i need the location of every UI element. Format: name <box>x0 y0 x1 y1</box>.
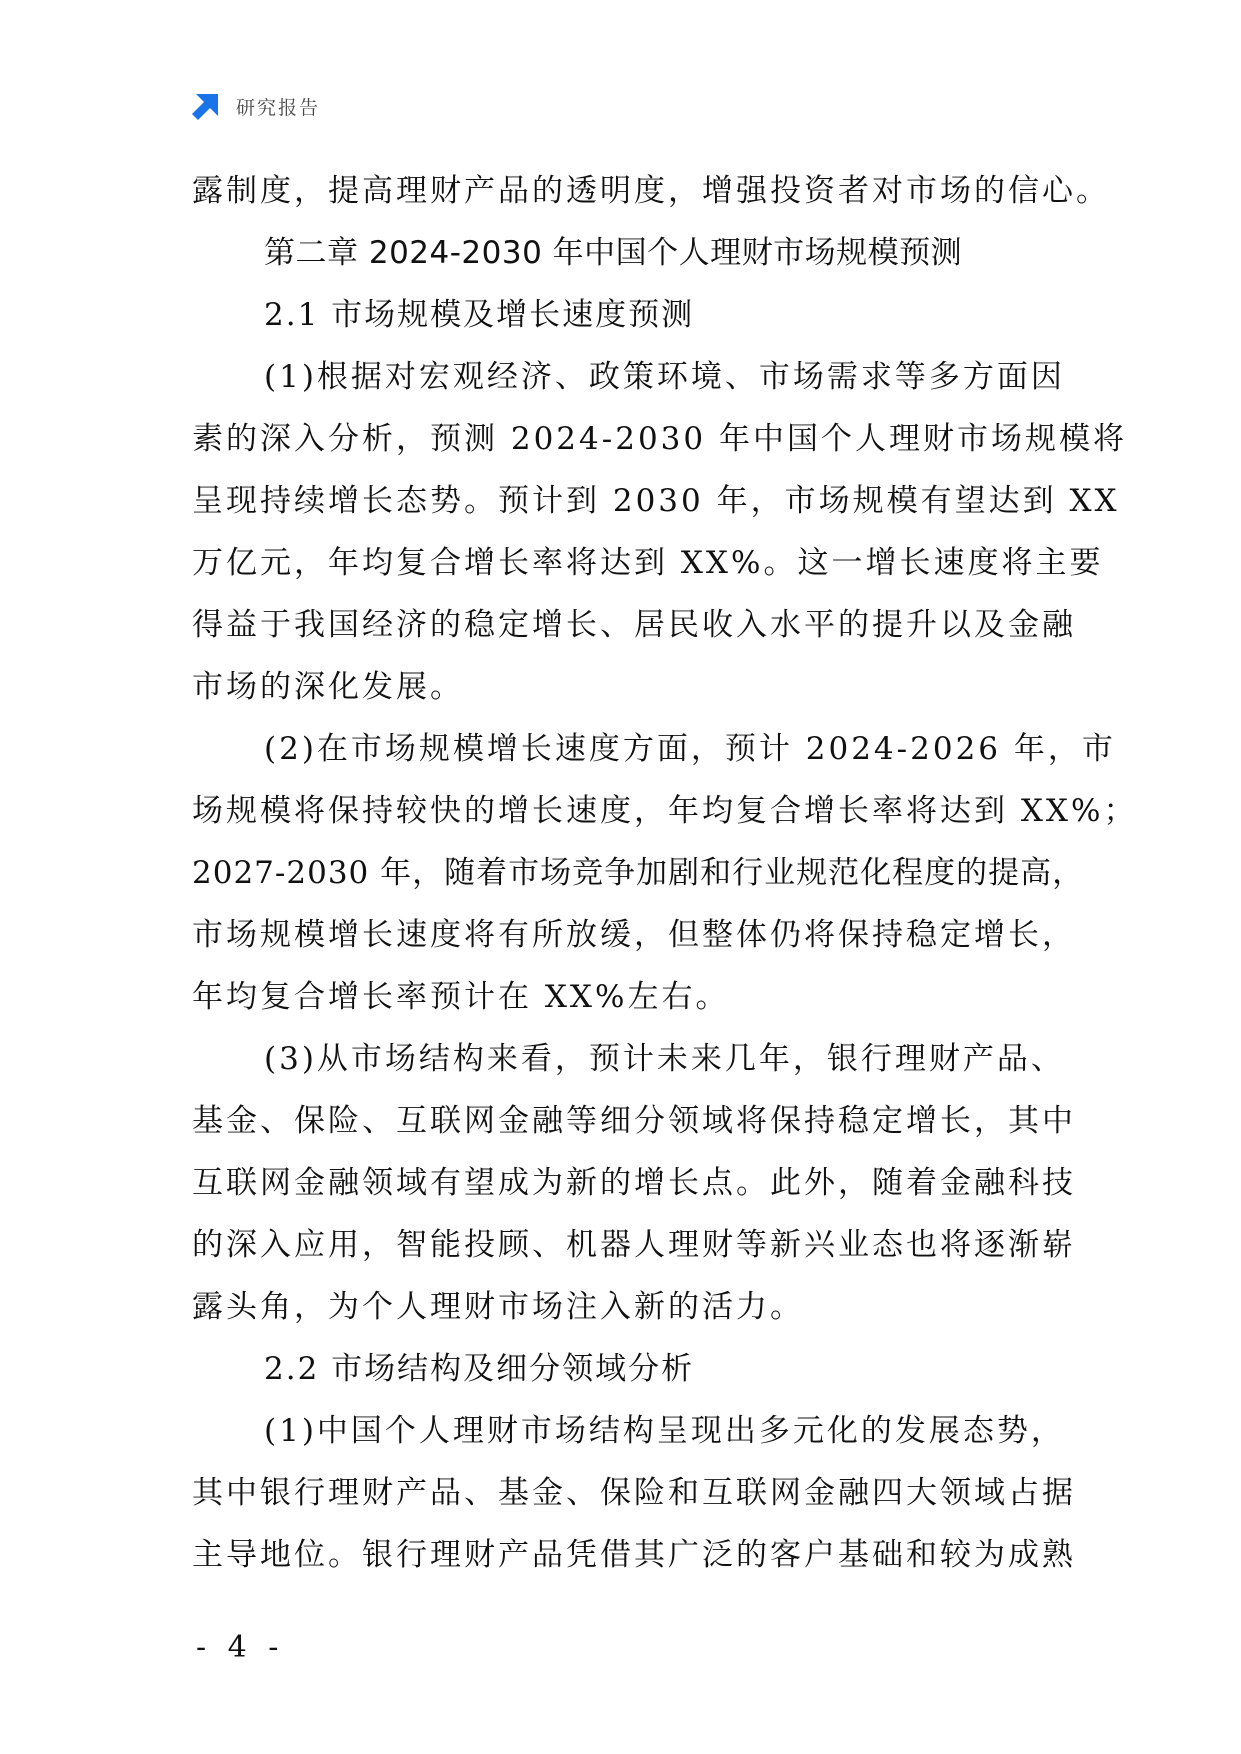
paragraph-line: 其中银行理财产品、基金、保险和互联网金融四大领域占据 <box>192 1475 1076 1511</box>
paragraph-line: 主导地位。银行理财产品凭借其广泛的客户基础和较为成熟 <box>192 1537 1076 1573</box>
paragraph-line: 素的深入分析，预测 2024-2030 年中国个人理财市场规模将 <box>192 421 1127 457</box>
paragraph-line: 的深入应用，智能投顾、机器人理财等新兴业态也将逐渐崭 <box>192 1227 1076 1263</box>
paragraph-line: 互联网金融领域有望成为新的增长点。此外，随着金融科技 <box>192 1165 1076 1201</box>
chapter-heading: 第二章 2024-2030 年中国个人理财市场规模预测 <box>264 235 963 271</box>
header-title: 研究报告 <box>236 96 321 119</box>
section-heading: 2.1 市场规模及增长速度预测 <box>264 297 695 333</box>
paragraph-line: 场规模将保持较快的增长速度，年均复合增长率将达到 XX%； <box>192 793 1138 829</box>
paragraph-line: 得益于我国经济的稳定增长、居民收入水平的提升以及金融 <box>192 607 1076 643</box>
paragraph-line: (2)在市场规模增长速度方面，预计 2024-2026 年，市 <box>264 731 1116 767</box>
paragraph-line: (1)根据对宏观经济、政策环境、市场需求等多方面因 <box>264 359 1065 395</box>
paragraph-line: 2027-2030 年，随着市场竞争加剧和行业规范化程度的提高， <box>192 855 1085 891</box>
arrow-up-right-icon <box>190 90 222 122</box>
page-number: - 4 - <box>196 1630 285 1665</box>
paragraph-line: 市场规模增长速度将有所放缓，但整体仍将保持稳定增长， <box>192 917 1076 953</box>
paragraph-line: 年均复合增长率预计在 XX%左右。 <box>192 979 730 1015</box>
document-body <box>192 160 1138 1586</box>
paragraph-line: (1)中国个人理财市场结构呈现出多元化的发展态势， <box>264 1413 1065 1449</box>
paragraph-line: 露制度，提高理财产品的透明度，增强投资者对市场的信心。 <box>192 173 1110 209</box>
paragraph-line: 呈现持续增长态势。预计到 2030 年，市场规模有望达到 XX <box>192 483 1120 519</box>
report-header <box>190 88 320 124</box>
paragraph-line: 万亿元，年均复合增长率将达到 XX%。这一增长速度将主要 <box>192 545 1104 581</box>
section-heading: 2.2 市场结构及细分领域分析 <box>264 1351 695 1387</box>
paragraph-line: (3)从市场结构来看，预计未来几年，银行理财产品、 <box>264 1041 1065 1077</box>
paragraph-line: 基金、保险、互联网金融等细分领域将保持稳定增长，其中 <box>192 1103 1076 1139</box>
paragraph-line: 市场的深化发展。 <box>192 669 464 705</box>
paragraph-line: 露头角，为个人理财市场注入新的活力。 <box>192 1289 804 1325</box>
